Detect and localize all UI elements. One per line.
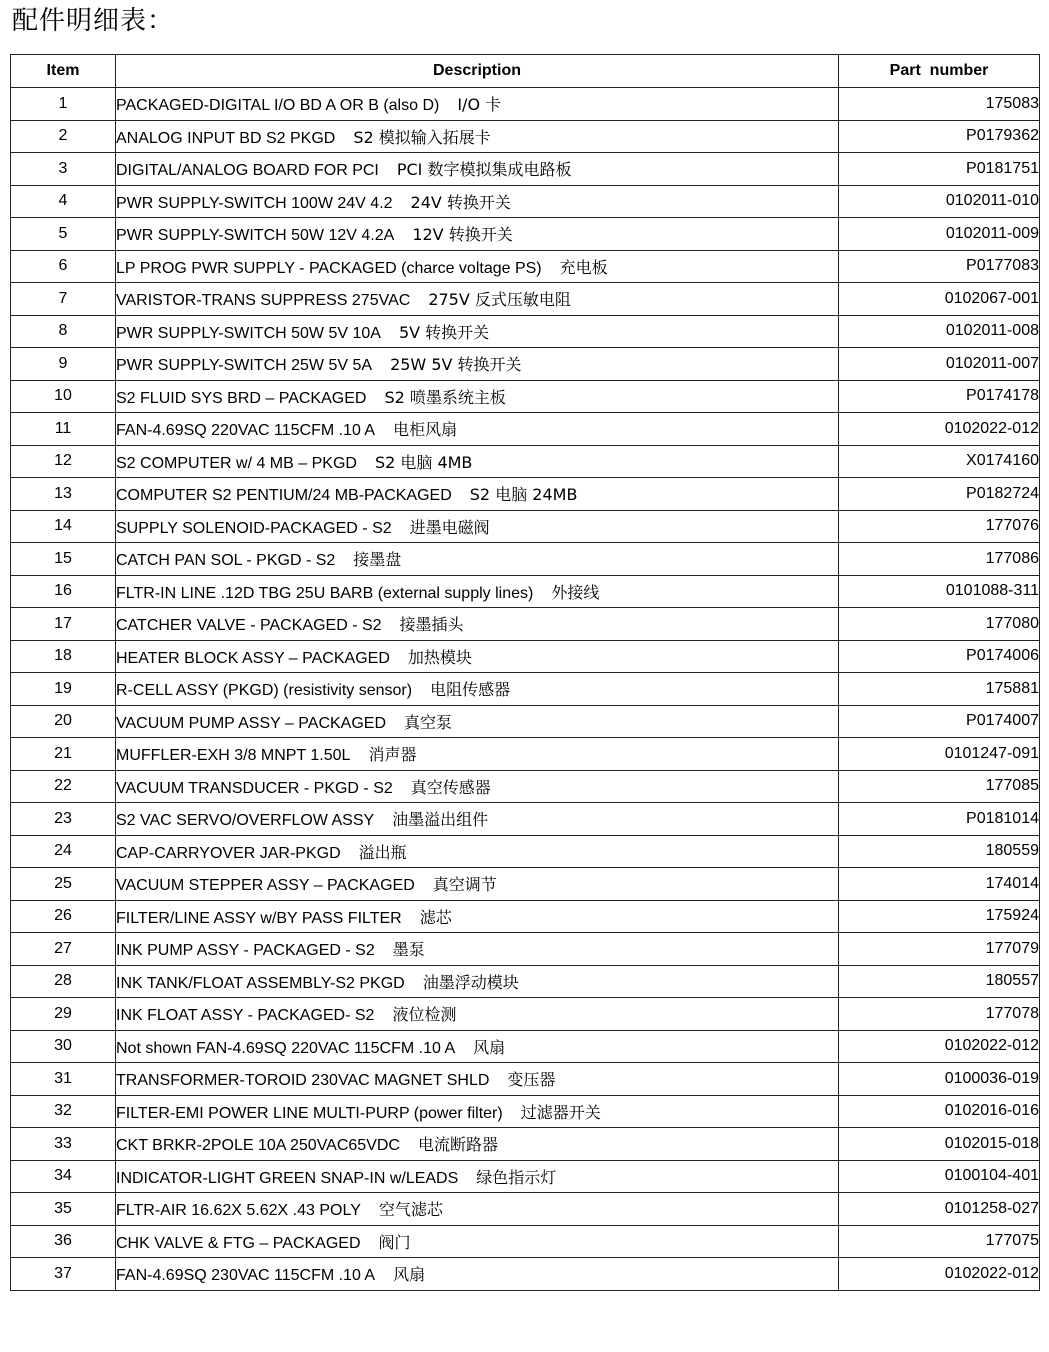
row-part-number: 180559 <box>839 835 1040 868</box>
description-chinese: 风扇 <box>473 1037 506 1057</box>
table-row <box>11 153 1040 186</box>
description-chinese: 滤芯 <box>419 907 452 927</box>
row-part-number: P0174007 <box>839 705 1040 738</box>
row-part-number: X0174160 <box>839 445 1040 478</box>
row-item-number: 6 <box>11 250 116 283</box>
description-chinese: 真空泵 <box>404 712 453 732</box>
row-item-number: 3 <box>11 153 116 186</box>
table-row <box>11 218 1040 251</box>
table-row <box>11 640 1040 673</box>
table-row <box>11 250 1040 283</box>
description-english: TRANSFORMER-TOROID 230VAC MAGNET SHLD <box>116 1072 490 1090</box>
description-english: HEATER BLOCK ASSY – PACKAGED <box>116 649 390 667</box>
description-english: CAP-CARRYOVER JAR-PKGD <box>116 844 341 862</box>
row-item-number: 12 <box>11 445 116 478</box>
description-english: FILTER/LINE ASSY w/BY PASS FILTER <box>116 909 402 927</box>
row-item-number: 31 <box>11 1063 116 1096</box>
description-chinese: 接墨盘 <box>353 550 402 570</box>
table-row <box>11 1128 1040 1161</box>
row-item-number: 26 <box>11 900 116 933</box>
row-item-number: 37 <box>11 1258 116 1291</box>
row-part-number: P0181751 <box>839 153 1040 186</box>
description-english: DIGITAL/ANALOG BOARD FOR PCI <box>116 162 379 180</box>
description-english: CKT BRKR-2POLE 10A 250VAC65VDC <box>116 1137 400 1155</box>
table-body <box>11 88 1040 1291</box>
description-chinese: 25W 5V 转换开关 <box>390 355 522 375</box>
description-chinese: 油墨浮动模块 <box>422 972 519 992</box>
row-description <box>116 185 839 218</box>
row-item-number: 14 <box>11 510 116 543</box>
row-item-number: 5 <box>11 218 116 251</box>
description-chinese: 墨泵 <box>392 940 425 960</box>
row-part-number: 0102011-009 <box>839 218 1040 251</box>
description-english: R-CELL ASSY (PKGD) (resistivity sensor) <box>116 682 413 700</box>
table-row <box>11 933 1040 966</box>
description-english: ANALOG INPUT BD S2 PKGD <box>116 129 336 147</box>
table-header-row <box>11 55 1040 88</box>
description-english: INDICATOR-LIGHT GREEN SNAP-IN w/LEADS <box>116 1169 459 1187</box>
parts-table <box>10 54 1040 1291</box>
table-row <box>11 738 1040 771</box>
row-part-number: 177079 <box>839 933 1040 966</box>
row-item-number: 7 <box>11 283 116 316</box>
description-english: S2 VAC SERVO/OVERFLOW ASSY <box>116 812 375 830</box>
description-chinese: 溢出瓶 <box>358 842 407 862</box>
row-description <box>116 445 839 478</box>
row-description <box>116 88 839 121</box>
table-row <box>11 868 1040 901</box>
table-row <box>11 413 1040 446</box>
description-chinese: I/O 卡 <box>457 95 502 115</box>
table-row <box>11 705 1040 738</box>
description-english: INK PUMP ASSY - PACKAGED - S2 <box>116 942 375 960</box>
row-part-number: 175924 <box>839 900 1040 933</box>
description-chinese: 5V 转换开关 <box>398 322 490 342</box>
description-chinese: 275V 反式压敏电阻 <box>428 290 571 310</box>
description-english: INK TANK/FLOAT ASSEMBLY-S2 PKGD <box>116 974 405 992</box>
description-english: VACUUM PUMP ASSY – PACKAGED <box>116 714 387 732</box>
row-description <box>116 120 839 153</box>
row-item-number: 34 <box>11 1160 116 1193</box>
row-item-number: 8 <box>11 315 116 348</box>
row-part-number: 0102011-010 <box>839 185 1040 218</box>
table-row <box>11 900 1040 933</box>
row-item-number: 17 <box>11 608 116 641</box>
description-chinese: 风扇 <box>393 1265 426 1285</box>
row-part-number: 0101247-091 <box>839 738 1040 771</box>
description-english: PACKAGED-DIGITAL I/O BD A OR B (also D) <box>116 97 440 115</box>
description-chinese: 进墨电磁阀 <box>409 517 490 537</box>
header-part-number: Part number <box>839 55 1040 88</box>
row-description <box>116 738 839 771</box>
row-part-number: 0100104-401 <box>839 1160 1040 1193</box>
description-english: CATCH PAN SOL - PKGD - S2 <box>116 552 336 570</box>
table-row <box>11 315 1040 348</box>
description-english: INK FLOAT ASSY - PACKAGED- S2 <box>116 1007 375 1025</box>
table-row <box>11 1030 1040 1063</box>
row-description <box>116 413 839 446</box>
description-chinese: 阀门 <box>378 1232 411 1252</box>
table-row <box>11 1095 1040 1128</box>
description-english: PWR SUPPLY-SWITCH 25W 5V 5A <box>116 357 373 375</box>
description-chinese: 电流断路器 <box>417 1135 498 1155</box>
description-english: FLTR-AIR 16.62X 5.62X .43 POLY <box>116 1202 361 1220</box>
table-row <box>11 348 1040 381</box>
description-chinese: 真空调节 <box>432 875 497 895</box>
table-row <box>11 88 1040 121</box>
description-chinese: 接墨插头 <box>399 615 464 635</box>
row-description <box>116 965 839 998</box>
table-row <box>11 1193 1040 1226</box>
row-item-number: 29 <box>11 998 116 1031</box>
row-item-number: 19 <box>11 673 116 706</box>
table-row <box>11 1063 1040 1096</box>
description-chinese: 消声器 <box>368 745 417 765</box>
description-english: FILTER-EMI POWER LINE MULTI-PURP (power filter) <box>116 1104 503 1122</box>
description-english: FAN-4.69SQ 230VAC 115CFM .10 A <box>116 1267 376 1285</box>
table-row <box>11 1258 1040 1291</box>
row-part-number: 0102016-016 <box>839 1095 1040 1128</box>
row-description <box>116 348 839 381</box>
description-chinese: 外接线 <box>551 582 600 602</box>
row-item-number: 24 <box>11 835 116 868</box>
description-chinese: 过滤器开关 <box>520 1102 601 1122</box>
description-chinese: 电柜风扇 <box>393 420 458 440</box>
row-description <box>116 900 839 933</box>
description-english: PWR SUPPLY-SWITCH 50W 12V 4.2A <box>116 227 395 245</box>
description-chinese: S2 电脑 24MB <box>469 485 578 505</box>
description-chinese: 空气滤芯 <box>378 1200 443 1220</box>
row-description <box>116 835 839 868</box>
row-description <box>116 933 839 966</box>
description-chinese: 油墨溢出组件 <box>392 810 489 830</box>
description-chinese: 充电板 <box>559 257 608 277</box>
row-description <box>116 1030 839 1063</box>
description-chinese: 绿色指示灯 <box>476 1167 557 1187</box>
row-item-number: 32 <box>11 1095 116 1128</box>
page-title: 配件明细表： <box>12 6 175 36</box>
row-item-number: 21 <box>11 738 116 771</box>
description-chinese: S2 模拟输入拓展卡 <box>353 127 491 147</box>
table-row <box>11 1160 1040 1193</box>
row-item-number: 9 <box>11 348 116 381</box>
row-description <box>116 543 839 576</box>
row-item-number: 28 <box>11 965 116 998</box>
row-part-number: 0102067-001 <box>839 283 1040 316</box>
description-english: PWR SUPPLY-SWITCH 50W 5V 10A <box>116 324 381 342</box>
row-part-number: 177080 <box>839 608 1040 641</box>
description-chinese: 12V 转换开关 <box>412 225 513 245</box>
row-item-number: 15 <box>11 543 116 576</box>
description-english: SUPPLY SOLENOID-PACKAGED - S2 <box>116 519 392 537</box>
row-part-number: 0101258-027 <box>839 1193 1040 1226</box>
description-english: COMPUTER S2 PENTIUM/24 MB-PACKAGED <box>116 487 452 505</box>
row-description <box>116 673 839 706</box>
row-description <box>116 1128 839 1161</box>
row-item-number: 30 <box>11 1030 116 1063</box>
row-description <box>116 250 839 283</box>
table-row <box>11 835 1040 868</box>
row-part-number: 177078 <box>839 998 1040 1031</box>
row-description <box>116 998 839 1031</box>
row-description <box>116 153 839 186</box>
row-description <box>116 705 839 738</box>
row-item-number: 11 <box>11 413 116 446</box>
description-chinese: 真空传感器 <box>410 777 491 797</box>
description-chinese: S2 电脑 4MB <box>374 452 473 472</box>
description-english: Not shown FAN-4.69SQ 220VAC 115CFM .10 A <box>116 1039 456 1057</box>
description-chinese: 电阻传感器 <box>430 680 511 700</box>
table-row <box>11 965 1040 998</box>
row-part-number: P0179362 <box>839 120 1040 153</box>
table-row <box>11 575 1040 608</box>
row-description <box>116 510 839 543</box>
row-part-number: 177085 <box>839 770 1040 803</box>
description-english: FAN-4.69SQ 220VAC 115CFM .10 A <box>116 422 376 440</box>
row-part-number: 0101088-311 <box>839 575 1040 608</box>
row-item-number: 10 <box>11 380 116 413</box>
row-part-number: P0174178 <box>839 380 1040 413</box>
description-english: VACUUM TRANSDUCER - PKGD - S2 <box>116 779 393 797</box>
row-part-number: 175881 <box>839 673 1040 706</box>
row-description <box>116 575 839 608</box>
description-english: LP PROG PWR SUPPLY - PACKAGED (charce voltage PS) <box>116 259 542 277</box>
row-item-number: 18 <box>11 640 116 673</box>
description-english: S2 FLUID SYS BRD – PACKAGED <box>116 389 367 407</box>
row-part-number: P0174006 <box>839 640 1040 673</box>
row-description <box>116 1095 839 1128</box>
row-part-number: 177086 <box>839 543 1040 576</box>
row-description <box>116 1193 839 1226</box>
row-item-number: 13 <box>11 478 116 511</box>
row-item-number: 36 <box>11 1225 116 1258</box>
table-row <box>11 283 1040 316</box>
description-english: FLTR-IN LINE .12D TBG 25U BARB (external supply lines) <box>116 584 534 602</box>
row-item-number: 16 <box>11 575 116 608</box>
row-part-number: 0102022-012 <box>839 1258 1040 1291</box>
row-part-number: 174014 <box>839 868 1040 901</box>
row-part-number: 0102015-018 <box>839 1128 1040 1161</box>
header-item: Item <box>11 55 116 88</box>
row-item-number: 35 <box>11 1193 116 1226</box>
description-english: VARISTOR-TRANS SUPPRESS 275VAC <box>116 292 411 310</box>
row-part-number: P0182724 <box>839 478 1040 511</box>
row-item-number: 1 <box>11 88 116 121</box>
table-row <box>11 998 1040 1031</box>
table-row <box>11 608 1040 641</box>
description-chinese: PCI 数字模拟集成电路板 <box>396 160 572 180</box>
row-description <box>116 478 839 511</box>
description-chinese: 变压器 <box>507 1070 556 1090</box>
row-description <box>116 640 839 673</box>
table-row <box>11 803 1040 836</box>
row-description <box>116 803 839 836</box>
row-part-number: 175083 <box>839 88 1040 121</box>
table-row <box>11 1225 1040 1258</box>
row-description <box>116 868 839 901</box>
row-item-number: 22 <box>11 770 116 803</box>
table-row <box>11 445 1040 478</box>
description-english: CATCHER VALVE - PACKAGED - S2 <box>116 617 382 635</box>
description-chinese: S2 喷墨系统主板 <box>384 387 506 407</box>
description-chinese: 24V 转换开关 <box>410 192 511 212</box>
row-description <box>116 608 839 641</box>
row-part-number: 180557 <box>839 965 1040 998</box>
row-part-number: 177075 <box>839 1225 1040 1258</box>
table-row <box>11 770 1040 803</box>
description-english: CHK VALVE & FTG – PACKAGED <box>116 1234 361 1252</box>
row-item-number: 25 <box>11 868 116 901</box>
description-chinese: 加热模块 <box>407 647 472 667</box>
row-item-number: 27 <box>11 933 116 966</box>
row-description <box>116 380 839 413</box>
row-description <box>116 1160 839 1193</box>
row-description <box>116 315 839 348</box>
row-part-number: 0102022-012 <box>839 1030 1040 1063</box>
row-item-number: 23 <box>11 803 116 836</box>
row-item-number: 20 <box>11 705 116 738</box>
row-description <box>116 770 839 803</box>
description-chinese: 液位检测 <box>392 1005 457 1025</box>
description-english: MUFFLER-EXH 3/8 MNPT 1.50L <box>116 747 351 765</box>
row-part-number: 177076 <box>839 510 1040 543</box>
row-description <box>116 218 839 251</box>
row-description <box>116 283 839 316</box>
row-description <box>116 1258 839 1291</box>
row-description <box>116 1063 839 1096</box>
row-item-number: 2 <box>11 120 116 153</box>
table-row <box>11 185 1040 218</box>
table-row <box>11 543 1040 576</box>
row-part-number: 0102011-008 <box>839 315 1040 348</box>
row-item-number: 33 <box>11 1128 116 1161</box>
row-part-number: P0177083 <box>839 250 1040 283</box>
row-part-number: 0102022-012 <box>839 413 1040 446</box>
row-part-number: 0100036-019 <box>839 1063 1040 1096</box>
table-row <box>11 380 1040 413</box>
row-description <box>116 1225 839 1258</box>
row-part-number: 0102011-007 <box>839 348 1040 381</box>
table-row <box>11 673 1040 706</box>
table-row <box>11 510 1040 543</box>
table-row <box>11 478 1040 511</box>
row-part-number: P0181014 <box>839 803 1040 836</box>
description-english: VACUUM STEPPER ASSY – PACKAGED <box>116 877 415 895</box>
description-english: S2 COMPUTER w/ 4 MB – PKGD <box>116 454 357 472</box>
header-description: Description <box>116 55 839 88</box>
description-english: PWR SUPPLY-SWITCH 100W 24V 4.2 <box>116 194 393 212</box>
table-row <box>11 120 1040 153</box>
row-item-number: 4 <box>11 185 116 218</box>
